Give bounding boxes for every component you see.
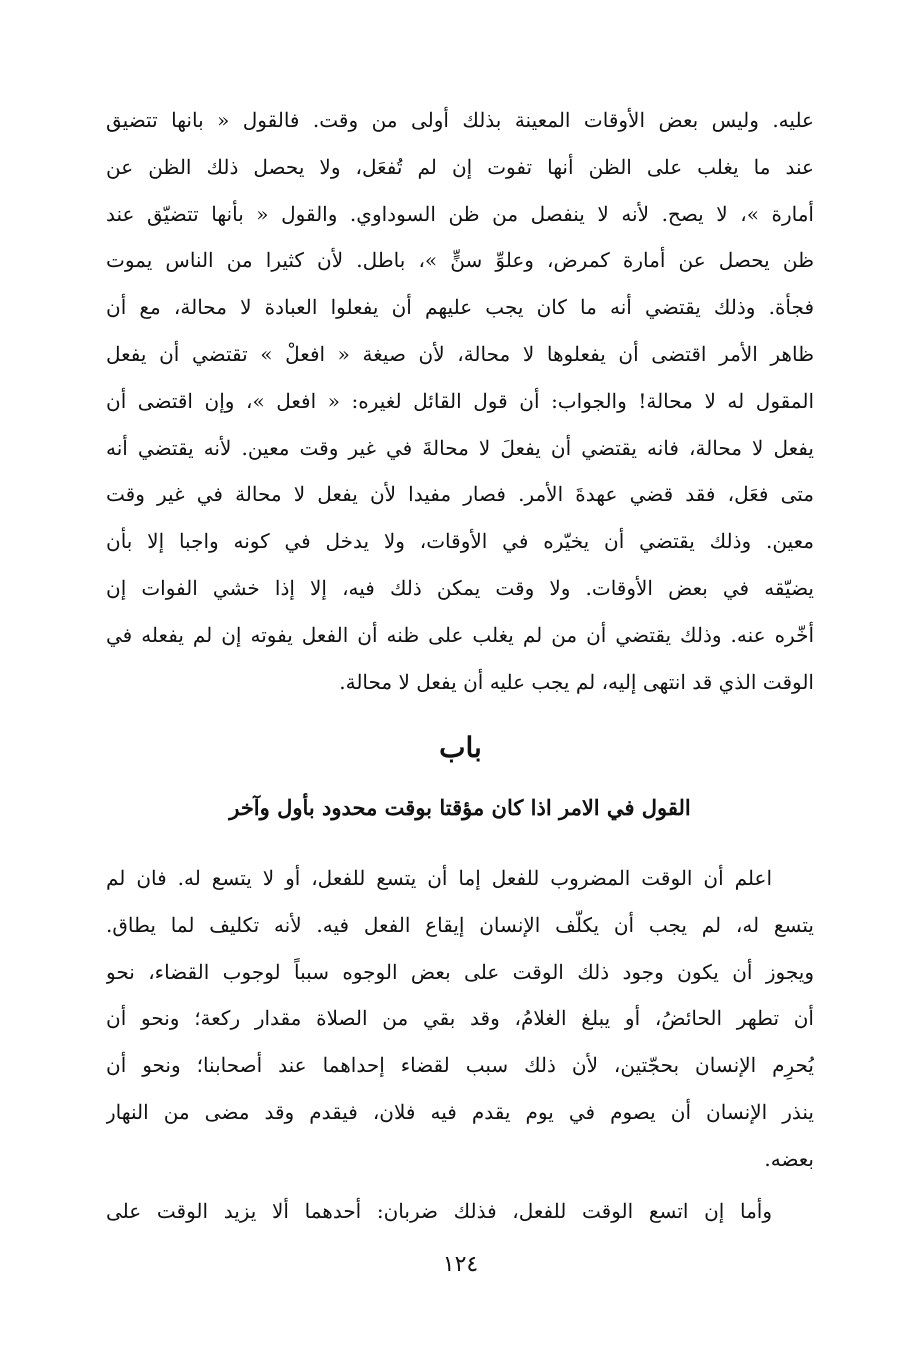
text-line: ينذر الإنسان أن يصوم في يوم يقدم فيه فلان، فيقدم وقد مضى من النهار — [106, 1099, 814, 1124]
text-line: اعلم أن الوقت المضروب للفعل إما أن يتسع للفعل، أو لا يتسع له. فان لم — [106, 866, 772, 890]
text-line: متى فعَل، فقد قضي عهدةَ الأمر. فصار مفيدا لأن يفعل لا محالة في غير وقت — [106, 482, 814, 507]
text-line: فجأة. وذلك يقتضي أنه ما كان يجب عليهم أن يفعلوا العبادة لا محالة، مع أن — [106, 295, 814, 320]
text-line: المقول له لا محالة! والجواب: أن قول القائل لغيره: « افعل »، وإن اقتضى أن — [106, 388, 814, 413]
text-line: ظاهر الأمر اقتضى أن يفعلوها لا محالة، لأن صيغة « افعلْ » تقتضي أن يفعل — [106, 341, 814, 366]
text-line: عليه. وليس بعض الأوقات المعينة بذلك أولى من وقت. فالقول « بانها تتضيق — [106, 108, 814, 132]
text-line: بعضه. — [764, 1146, 814, 1171]
paragraph-1 — [106, 97, 814, 705]
text-line: معين. وذلك يقتضي أن يخيّره في الأوقات، ولا يدخل في كونه واجبا إلا بأن — [106, 529, 814, 554]
section-subtitle: القول في الامر اذا كان مؤقتا بوقت محدود بأول وآخر — [229, 795, 691, 820]
text-line: عند ما يغلب على الظن أنها تفوت إن لم تُفعَل، ولا يحصل ذلك الظن عن — [106, 154, 814, 179]
text-line: يفعل لا محالة، فانه يقتضي أن يفعلَ لا محالةَ في غير وقت معين. لأنه يقتضي أنه — [106, 435, 814, 460]
paragraph-2 — [106, 855, 814, 1183]
text-line: الوقت الذي قد انتهى إليه، لم يجب عليه أن يفعل لا محالة. — [339, 669, 814, 694]
text-line: وأما إن اتسع الوقت للفعل، فذلك ضربان: أحدهما ألا يزيد الوقت على — [106, 1199, 772, 1223]
text-line: يضيّقه في بعض الأوقات. ولا وقت يمكن ذلك فيه، إلا إذا خشي الفوات إن — [106, 575, 814, 600]
page-number: ١٢٤ — [442, 1252, 479, 1277]
section-heading: باب — [439, 731, 482, 764]
paragraph-3 — [106, 1188, 814, 1235]
text-line: يُحرِم الإنسان بحجّتين، لأن ذلك سبب لقضاء إحداهما عند أصحابنا؛ ونحو أن — [106, 1053, 814, 1078]
text-line: يتسع له، لم يجب أن يكلّف الإنسان إيقاع الفعل فيه. لأنه تكليف لما يطاق. — [106, 912, 814, 937]
text-line: ويجوز أن يكون وجود ذلك الوقت على بعض الوجوه سبباً لوجوب القضاء، نحو — [106, 959, 814, 984]
text-line: ظن يحصل عن أمارة كمرض، وعلوِّ سنٍّ »، باطل. لأن كثيرا من الناس يموت — [106, 248, 814, 273]
text-line: أن تطهر الحائضُ، أو يبلغ الغلامُ، وقد بقي من الصلاة مقدار ركعة؛ ونحو أن — [106, 1006, 814, 1031]
text-line: أخّره عنه. وذلك يقتضي أن من لم يغلب على ظنه أن الفعل يفوته إن لم يفعله في — [106, 622, 814, 647]
text-line: أمارة »، لا يصح. لأنه لا ينفصل من ظن السوداوي. والقول « بأنها تتضيّق عند — [106, 201, 814, 226]
